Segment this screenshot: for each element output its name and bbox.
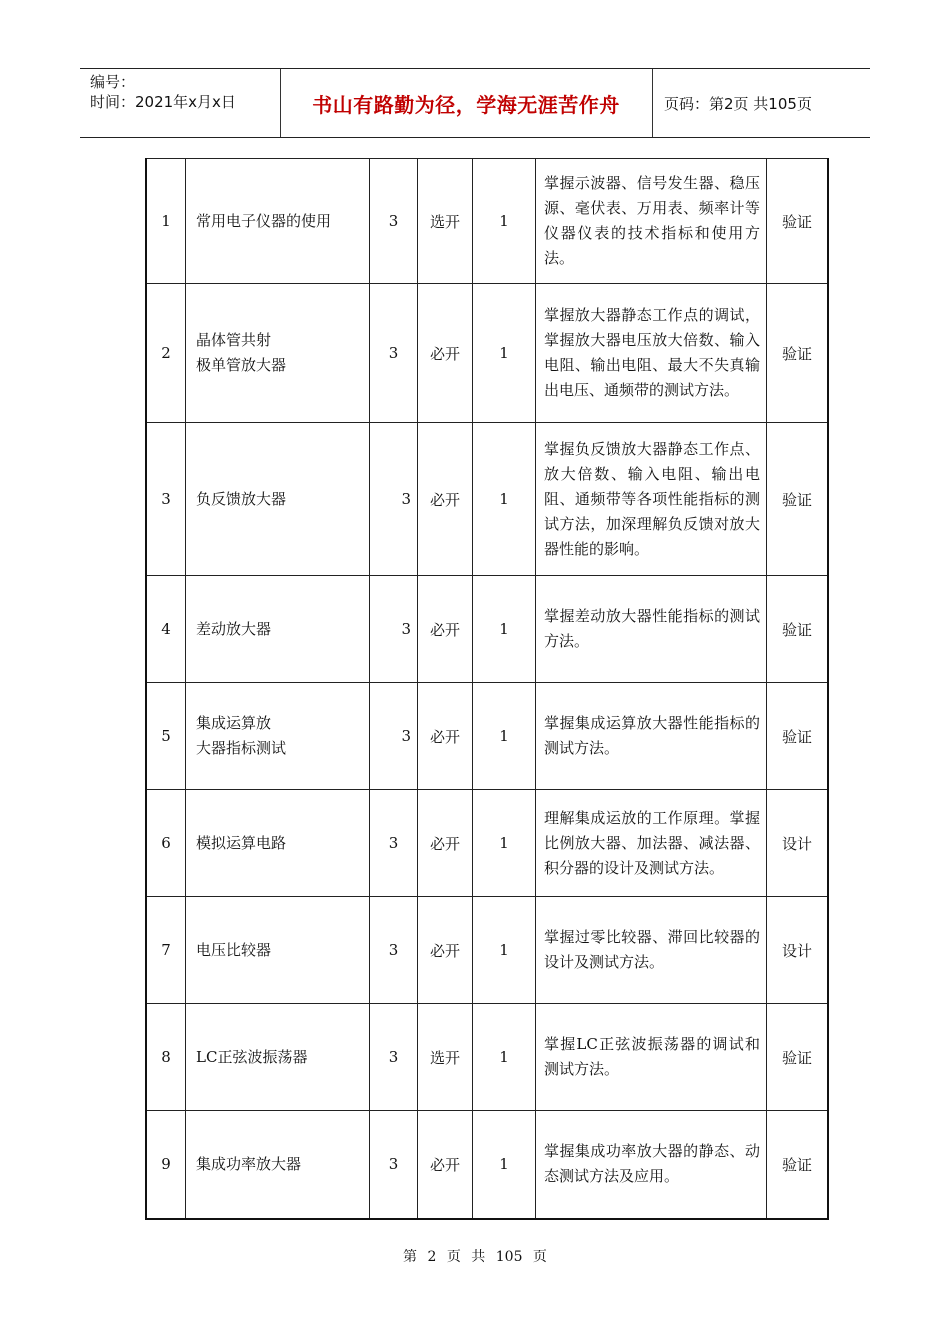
experiment-kind: 验证 <box>767 1004 829 1111</box>
experiment-description: 掌握负反馈放大器静态工作点、放大倍数、输入电阻、输出电阻、通频带等各项性能指标的测试方法，加深理解负反馈对放大器性能的影响。 <box>536 423 767 576</box>
row-number: 2 <box>146 284 186 423</box>
experiment-required: 选开 <box>418 159 473 284</box>
experiment-description: 掌握集成功率放大器的静态、动态测试方法及应用。 <box>536 1111 767 1219</box>
experiment-group: 1 <box>473 159 536 284</box>
table-row <box>146 284 828 423</box>
experiment-hours: 3 <box>370 423 418 576</box>
experiment-group: 1 <box>473 423 536 576</box>
experiment-hours: 3 <box>370 897 418 1004</box>
experiment-group: 1 <box>473 284 536 423</box>
experiment-group: 1 <box>473 1111 536 1219</box>
experiment-name-line: 差动放大器 <box>196 619 272 638</box>
experiment-name-line: 电压比较器 <box>196 940 272 959</box>
experiment-hours: 3 <box>370 1111 418 1219</box>
experiment-hours: 3 <box>370 683 418 790</box>
experiment-required: 必开 <box>418 897 473 1004</box>
experiment-group: 1 <box>473 576 536 683</box>
row-number: 9 <box>146 1111 186 1219</box>
header-page-code: 页码：第2页 共105页 <box>664 94 812 113</box>
row-number: 6 <box>146 790 186 897</box>
experiment-group: 1 <box>473 683 536 790</box>
experiment-group: 1 <box>473 790 536 897</box>
experiment-required: 必开 <box>418 790 473 897</box>
experiment-description: 掌握示波器、信号发生器、稳压源、毫伏表、万用表、频率计等仪器仪表的技术指标和使用方法。 <box>536 159 767 284</box>
experiment-name <box>186 790 370 897</box>
experiment-description: 理解集成运放的工作原理。掌握比例放大器、加法器、减法器、积分器的设计及测试方法。 <box>536 790 767 897</box>
experiment-kind: 验证 <box>767 1111 829 1219</box>
experiment-description: 掌握LC正弦波振荡器的调试和测试方法。 <box>536 1004 767 1111</box>
experiment-hours: 3 <box>370 159 418 284</box>
experiment-name-line: 负反馈放大器 <box>196 489 287 508</box>
experiment-kind: 设计 <box>767 790 829 897</box>
table-row <box>146 897 828 1004</box>
page-footer: 第 2 页 共 105 页 <box>403 1249 547 1265</box>
experiment-kind: 验证 <box>767 284 829 423</box>
experiment-hours: 3 <box>370 576 418 683</box>
row-number: 4 <box>146 576 186 683</box>
row-number: 3 <box>146 423 186 576</box>
experiment-table-body <box>146 159 828 1219</box>
experiment-name <box>186 1111 370 1219</box>
number-label: 编号： <box>90 73 136 91</box>
experiment-description: 掌握集成运算放大器性能指标的测试方法。 <box>536 683 767 790</box>
experiment-name-line: LC正弦波振荡器 <box>196 1047 308 1066</box>
experiment-description: 掌握过零比较器、滞回比较器的设计及测试方法。 <box>536 897 767 1004</box>
table-row <box>146 683 828 790</box>
experiment-required: 选开 <box>418 1004 473 1111</box>
table-row <box>146 790 828 897</box>
experiment-kind: 设计 <box>767 897 829 1004</box>
experiment-description: 掌握放大器静态工作点的调试，掌握放大器电压放大倍数、输入电阻、输出电阻、最大不失真输出电压、通频带的测试方法。 <box>536 284 767 423</box>
header-page-cell <box>652 69 870 137</box>
experiment-name-line: 集成运算放 <box>196 714 272 732</box>
experiment-hours: 3 <box>370 1004 418 1111</box>
experiment-kind: 验证 <box>767 159 829 284</box>
experiment-required: 必开 <box>418 1111 473 1219</box>
header-motto-cell <box>280 69 653 137</box>
experiment-required: 必开 <box>418 423 473 576</box>
row-number: 8 <box>146 1004 186 1111</box>
experiment-name-line: 极单管放大器 <box>196 356 287 374</box>
experiment-name <box>186 159 370 284</box>
row-number: 7 <box>146 897 186 1004</box>
table-row <box>146 576 828 683</box>
experiment-description: 掌握差动放大器性能指标的测试方法。 <box>536 576 767 683</box>
experiment-name <box>186 897 370 1004</box>
time-label: 时间：2021年x月x日 <box>90 93 236 111</box>
experiment-name <box>186 683 370 790</box>
page-header <box>80 68 870 138</box>
experiment-required: 必开 <box>418 284 473 423</box>
experiment-kind: 验证 <box>767 576 829 683</box>
experiment-group: 1 <box>473 1004 536 1111</box>
experiment-hours: 3 <box>370 790 418 897</box>
header-motto: 书山有路勤为径，学海无涯苦作舟 <box>312 92 620 117</box>
experiment-name-line: 晶体管共射 <box>196 331 272 349</box>
table-row <box>146 1111 828 1219</box>
table-row <box>146 159 828 284</box>
experiment-group: 1 <box>473 897 536 1004</box>
experiment-name-line: 大器指标测试 <box>196 739 287 757</box>
row-number: 1 <box>146 159 186 284</box>
row-number: 5 <box>146 683 186 790</box>
experiment-name <box>186 284 370 423</box>
experiment-name-line: 常用电子仪器的使用 <box>196 211 332 230</box>
experiment-name <box>186 423 370 576</box>
experiment-required: 必开 <box>418 576 473 683</box>
experiment-kind: 验证 <box>767 423 829 576</box>
experiment-name <box>186 576 370 683</box>
experiment-kind: 验证 <box>767 683 829 790</box>
experiment-required: 必开 <box>418 683 473 790</box>
experiment-table <box>145 158 829 1220</box>
table-row <box>146 1004 828 1111</box>
experiment-name-line: 模拟运算电路 <box>196 833 287 852</box>
experiment-name-line: 集成功率放大器 <box>196 1154 302 1173</box>
experiment-hours: 3 <box>370 284 418 423</box>
header-meta-cell <box>80 69 281 137</box>
experiment-name <box>186 1004 370 1111</box>
table-row <box>146 423 828 576</box>
